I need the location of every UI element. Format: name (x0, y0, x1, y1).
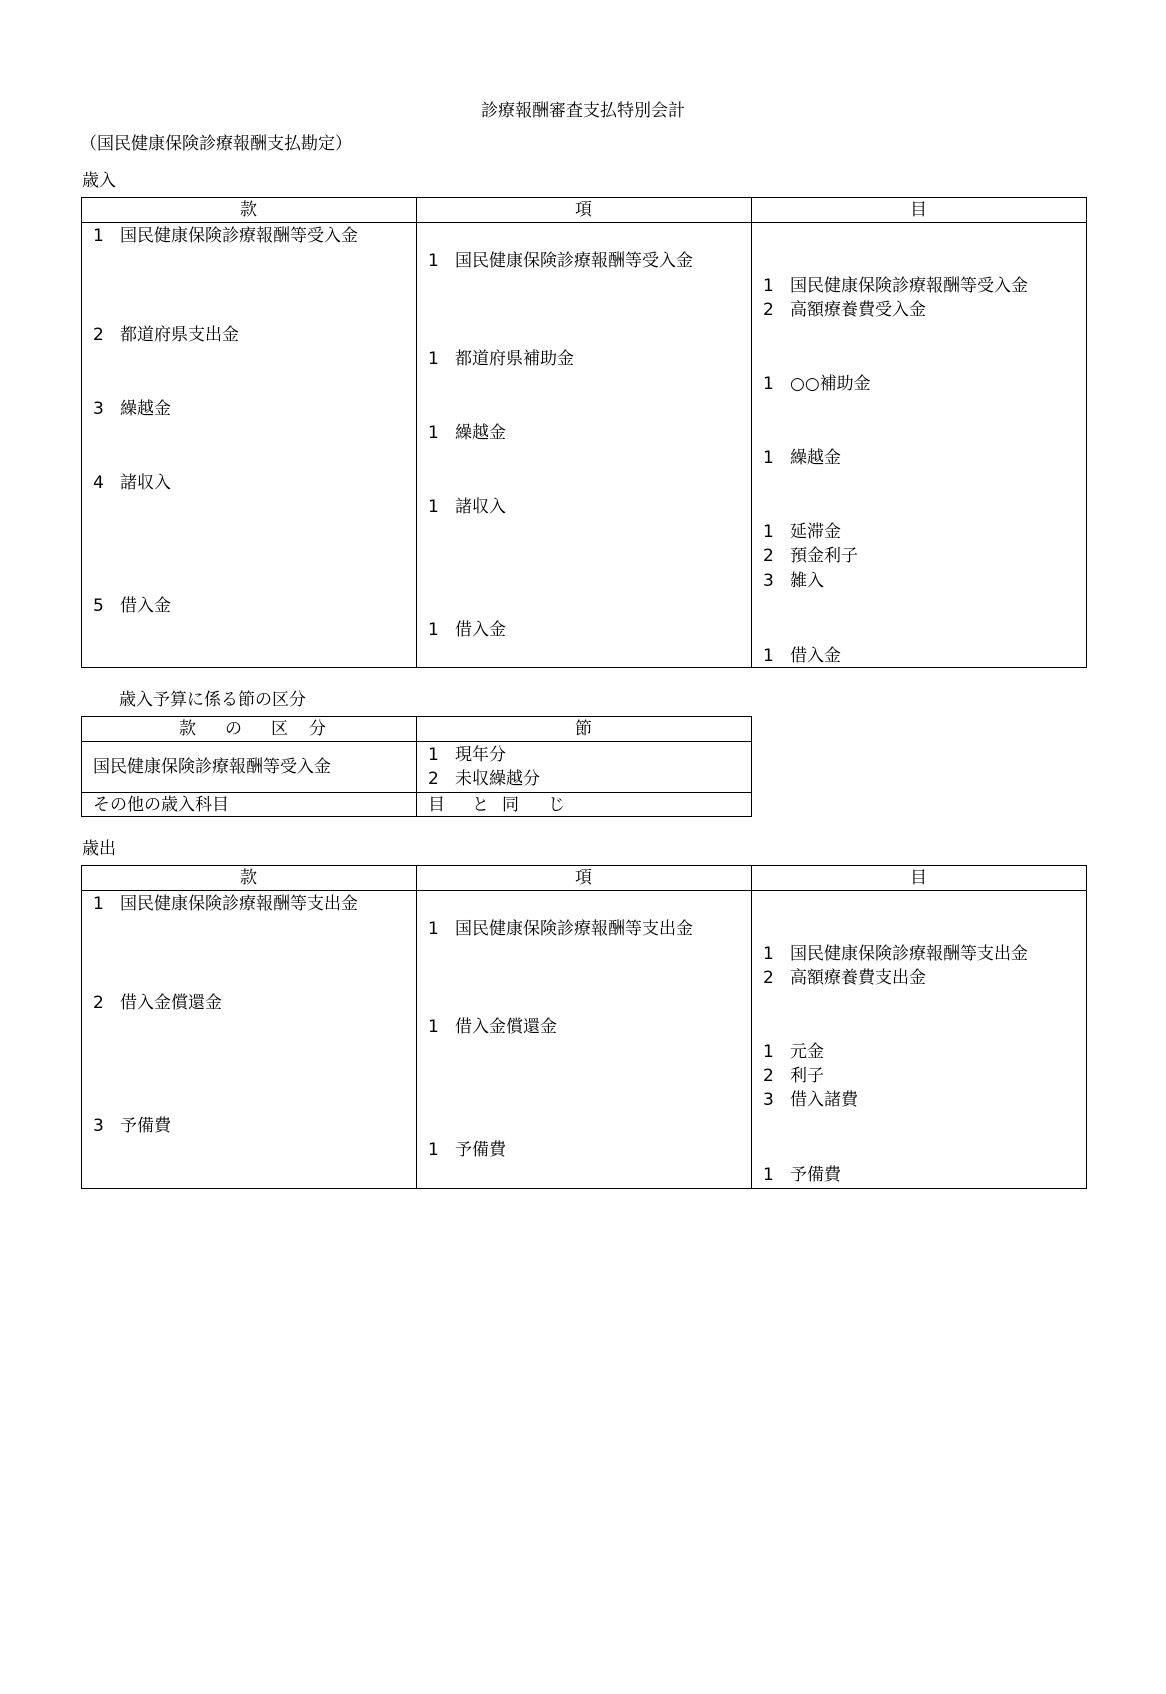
setsu-row1-label: 国民健康保険診療報酬等受入金 (93, 757, 331, 777)
revenue-kan-item: 1 国民健康保険診療報酬等受入金 (93, 226, 358, 246)
revenue-moku-item: 3 雑入 (763, 571, 824, 591)
expenditure-header-kan: 款 (240, 868, 257, 888)
revenue-kou-item: 1 都道府県補助金 (428, 349, 574, 369)
revenue-kou-item: 1 国民健康保険診療報酬等受入金 (428, 251, 693, 271)
expenditure-header-moku: 目 (910, 868, 927, 888)
revenue-header-kan: 款 (240, 200, 257, 220)
revenue-moku-item: 2 預金利子 (763, 546, 858, 566)
expenditure-moku-item: 3 借入諸費 (763, 1090, 858, 1110)
revenue-moku-item: 1 ○○補助金 (763, 374, 871, 394)
expenditure-kan-item: 1 国民健康保険診療報酬等支出金 (93, 894, 358, 914)
setsu-row2-label: その他の歳入科目 (93, 795, 229, 815)
setsu-header-kubun: 款 の 区 分 (179, 719, 326, 739)
revenue-kou-item: 1 借入金 (428, 620, 506, 640)
expenditure-kan-item: 3 予備費 (93, 1116, 171, 1136)
expenditure-header-kou: 項 (575, 868, 592, 888)
revenue-heading: 歳入 (82, 171, 116, 191)
expenditure-kou-item: 1 借入金償還金 (428, 1017, 557, 1037)
document-title: 診療報酬審査支払特別会計 (481, 101, 685, 121)
expenditure-moku-item: 2 高額療養費支出金 (763, 968, 926, 988)
expenditure-heading: 歳出 (82, 839, 116, 859)
revenue-moku-item: 1 延滞金 (763, 522, 841, 542)
revenue-kou-item: 1 繰越金 (428, 423, 506, 443)
revenue-kan-item: 3 繰越金 (93, 399, 171, 419)
setsu-row2-note: 目 と 同 じ (428, 795, 565, 815)
expenditure-kou-item: 1 国民健康保険診療報酬等支出金 (428, 919, 693, 939)
document-subtitle: （国民健康保険診療報酬支払勘定） (80, 134, 352, 154)
expenditure-kan-item: 2 借入金償還金 (93, 993, 222, 1013)
revenue-kou-item: 1 諸収入 (428, 497, 506, 517)
setsu-row1-item: 2 未収繰越分 (428, 769, 540, 789)
expenditure-moku-item: 2 利子 (763, 1066, 824, 1086)
setsu-header-setsu: 節 (575, 719, 592, 739)
revenue-kan-item: 5 借入金 (93, 596, 171, 616)
revenue-moku-item: 2 高額療養費受入金 (763, 300, 926, 320)
revenue-moku-item: 1 借入金 (763, 646, 841, 666)
revenue-header-moku: 目 (910, 200, 927, 220)
revenue-moku-item: 1 繰越金 (763, 448, 841, 468)
expenditure-kou-item: 1 予備費 (428, 1140, 506, 1160)
expenditure-moku-item: 1 予備費 (763, 1165, 841, 1185)
revenue-header-kou: 項 (575, 200, 592, 220)
expenditure-moku-item: 1 元金 (763, 1042, 824, 1062)
revenue-kan-item: 4 諸収入 (93, 473, 171, 493)
setsu-heading: 歳入予算に係る節の区分 (119, 690, 306, 710)
revenue-kan-item: 2 都道府県支出金 (93, 325, 239, 345)
expenditure-moku-item: 1 国民健康保険診療報酬等支出金 (763, 944, 1028, 964)
setsu-row1-item: 1 現年分 (428, 745, 506, 765)
revenue-moku-item: 1 国民健康保険診療報酬等受入金 (763, 276, 1028, 296)
